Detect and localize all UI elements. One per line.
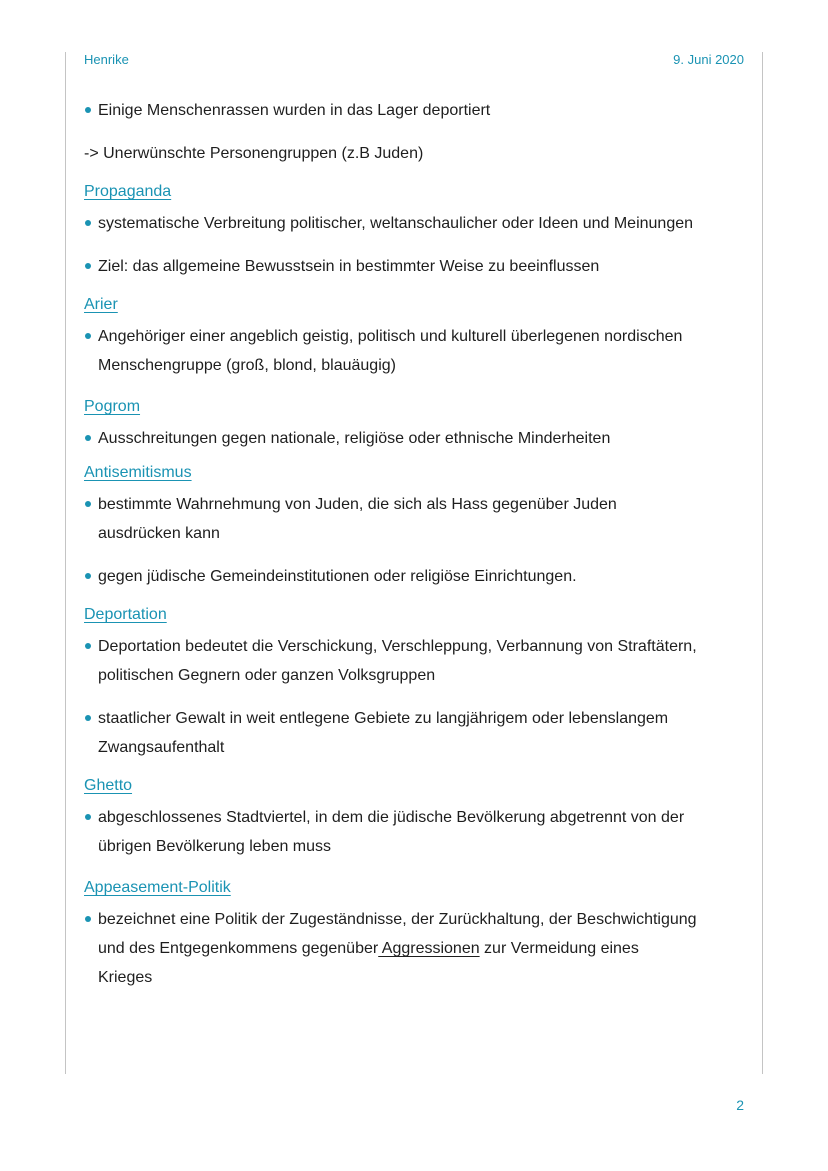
intro-bullet-text: Einige Menschenrassen wurden in das Lager deportiert (98, 102, 491, 119)
bullet-icon (85, 573, 91, 579)
appeasement-bullet-1 (84, 905, 748, 992)
bullet-icon (85, 435, 91, 441)
bullet-icon (85, 916, 91, 922)
deportation-bullet-2-line-1: staatlicher Gewalt in weit entlegene Gebiete zu langjährigem oder lebenslangem (98, 710, 669, 727)
heading-antisemitismus[interactable]: Antisemitismus (84, 464, 192, 481)
propaganda-bullet-1 (84, 209, 748, 238)
bullet-icon (85, 814, 91, 820)
deportation-bullet-2 (84, 704, 748, 762)
heading-deportation[interactable]: Deportation (84, 606, 167, 623)
bullet-icon (85, 643, 91, 649)
bullet-icon (85, 333, 91, 339)
arier-bullet-1 (84, 322, 748, 380)
heading-arier[interactable]: Arier (84, 296, 118, 313)
right-margin-rule (762, 52, 763, 1074)
antisemitismus-bullet-2-text: gegen jüdische Gemeindeinstitutionen oder religiöse Einrichtungen. (98, 568, 577, 585)
intro-bullet (84, 96, 748, 125)
ghetto-bullet-1 (84, 803, 748, 861)
appeasement-line-2-suffix: zur Vermeidung eines (479, 940, 639, 957)
antisemitismus-bullet-1 (84, 490, 748, 548)
ghetto-bullet-1-line-1: abgeschlossenes Stadtviertel, in dem die jüdische Bevölkerung abgetrennt von der (98, 809, 685, 826)
heading-appeasement-politik[interactable]: Appeasement-Politik (84, 879, 231, 896)
left-margin-rule (65, 52, 66, 1074)
bullet-icon (85, 220, 91, 226)
appeasement-bullet-1-line-2 (98, 934, 748, 963)
bullet-icon (85, 263, 91, 269)
appeasement-bullet-1-line-3: Krieges (98, 969, 153, 986)
deportation-bullet-2-line-2: Zwangsaufenthalt (98, 739, 225, 756)
antisemitismus-bullet-2 (84, 562, 748, 591)
pogrom-bullet-1 (84, 424, 748, 453)
arier-bullet-1-line-2: Menschengruppe (groß, blond, blauäugig) (98, 357, 396, 374)
propaganda-bullet-2-text: Ziel: das allgemeine Bewusstsein in bestimmter Weise zu beeinflussen (98, 258, 600, 275)
deportation-bullet-1-line-1: Deportation bedeutet die Verschickung, Verschleppung, Verbannung von Straftätern, (98, 638, 697, 655)
deportation-bullet-1 (84, 632, 748, 690)
intro-note: -> Unerwünschte Personengruppen (z.B Juden) (84, 145, 424, 162)
propaganda-bullet-1-text: systematische Verbreitung politischer, weltanschaulicher oder Ideen und Meinungen (98, 215, 694, 232)
heading-propaganda[interactable]: Propaganda (84, 183, 172, 200)
document-body (84, 96, 748, 992)
arier-bullet-1-line-1: Angehöriger einer angeblich geistig, politisch und kulturell überlegenen nordischen (98, 328, 683, 345)
propaganda-bullet-2 (84, 252, 748, 281)
aggressionen-link[interactable]: Aggressionen (378, 940, 480, 957)
bullet-icon (85, 107, 91, 113)
header-author: Henrike (84, 52, 129, 67)
deportation-bullet-1-line-2: politischen Gegnern oder ganzen Volksgruppen (98, 667, 436, 684)
page-number: 2 (736, 1097, 744, 1113)
bullet-icon (85, 501, 91, 507)
heading-pogrom[interactable]: Pogrom (84, 398, 141, 415)
header-date: 9. Juni 2020 (673, 52, 744, 67)
appeasement-bullet-1-line-1: bezeichnet eine Politik der Zugeständnisse, der Zurückhaltung, der Beschwichtigung (98, 911, 697, 928)
pogrom-bullet-1-text: Ausschreitungen gegen nationale, religiöse oder ethnische Minderheiten (98, 430, 611, 447)
appeasement-line-2-prefix: und des Entgegenkommens gegenüber (98, 940, 379, 957)
antisemitismus-bullet-1-line-2: ausdrücken kann (98, 525, 220, 542)
ghetto-bullet-1-line-2: übrigen Bevölkerung leben muss (98, 838, 332, 855)
antisemitismus-bullet-1-line-1: bestimmte Wahrnehmung von Juden, die sich als Hass gegenüber Juden (98, 496, 617, 513)
bullet-icon (85, 715, 91, 721)
heading-ghetto[interactable]: Ghetto (84, 777, 133, 794)
